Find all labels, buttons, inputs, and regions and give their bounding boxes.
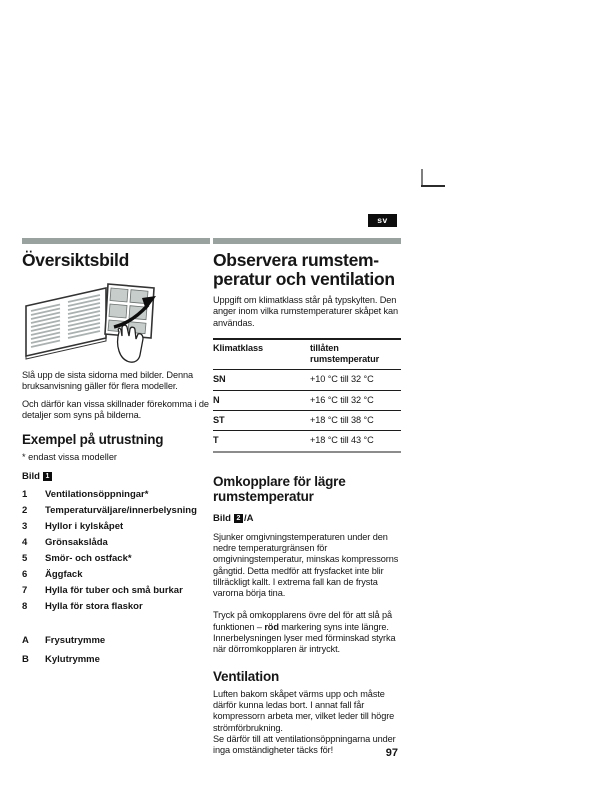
table-row <box>213 391 401 411</box>
table-row <box>213 370 401 390</box>
list-item: 7 Hylla för tuber och små burkar <box>22 585 183 597</box>
list-item: 5 Smör- och ostfack* <box>22 553 132 565</box>
ventilation-section-title: Ventilation <box>213 668 280 684</box>
legend-item: B Kylutrymme <box>22 653 100 665</box>
list-item: 4 Grönsakslåda <box>22 537 108 549</box>
compartment-legend <box>22 636 210 666</box>
language-badge: sv <box>368 214 397 227</box>
figure-number-badge: 2 <box>234 514 243 523</box>
section-divider-bar <box>213 238 401 244</box>
temperature-header: tillåten rumstemperatur <box>310 342 380 365</box>
table-row <box>213 411 401 431</box>
climate-intro-paragraph: Uppgift om klimatklass står på typskylten. Den anger inom vilka rumstemperaturer skåpet kan användas. <box>213 295 399 328</box>
list-item: 1 Ventilationsöppningar* <box>22 489 149 501</box>
climate-class-header: Klimatklass <box>213 342 263 353</box>
intro-paragraph-2: Och därför kan vissa skillnader förekomma i de detaljer som syns på bilderna. <box>22 398 209 420</box>
legend-item: A Frysutrymme <box>22 634 106 646</box>
list-item: 8 Hylla för stora flaskor <box>22 601 143 613</box>
temperature-cell: +18 °C till 43 °C <box>310 435 374 446</box>
left-column <box>22 238 210 674</box>
switch-paragraph-1: Sjunker omgivningstemperaturen under den nedre temperaturgränsen för omgivningstemperatur, minskas kompressorns gångtid. Detta medför att frysfacket inte blir tillräckligt kallt. I extrema fall kan de frysta varorna börja tina. <box>213 531 399 599</box>
list-item: 2 Temperaturväljare/innerbelysning <box>22 505 197 517</box>
corner-registration-mark-horizontal <box>421 185 445 187</box>
intro-paragraph-1: Slå upp de sista sidorna med bilder. Denna bruksanvisning gäller för flera modeller. <box>22 370 193 392</box>
table-header-row <box>213 340 401 371</box>
switch-section-title: Omkopplare för lägre rumstemperatur <box>213 473 346 504</box>
figure-suffix: /A <box>243 512 254 524</box>
switch-paragraph-2: Tryck på omkopplarens övre del för att slå på funktionen – röd markering syns inte längre. Innerbelysningen lyser med förminskad styrka när dörromkopplaren är intryckt. <box>213 610 396 655</box>
figure-number-badge: 1 <box>43 472 52 481</box>
page-title: Översiktsbild <box>22 250 129 270</box>
section-title-temperature: Observera rumstem- peratur och ventilation <box>213 250 395 289</box>
section-divider-bar <box>22 238 210 244</box>
red-marking-emphasis: röd <box>264 621 279 632</box>
equipment-note: * endast vissa modeller <box>22 452 117 463</box>
manual-foldout-illustration <box>22 280 172 366</box>
climate-class-cell: ST <box>213 415 225 426</box>
ventilation-paragraph: Luften bakom skåpet värms upp och måste därför kunna ledas bort. I annat fall får kompressorn arbeta mer, vilket leder till högre strömförbrukning. Se därför till att ventilationsöppningarna under inga omständigheter täcks för! <box>213 688 396 756</box>
figure-reference-1 <box>22 471 210 482</box>
temperature-cell: +10 °C till 32 °C <box>310 374 374 385</box>
temperature-cell: +18 °C till 38 °C <box>310 415 374 426</box>
temperature-cell: +16 °C till 32 °C <box>310 394 374 405</box>
figure-reference-2 <box>213 513 401 524</box>
climate-class-cell: SN <box>213 374 226 385</box>
booklet-spread <box>26 288 106 359</box>
list-item: 3 Hyllor i kylskåpet <box>22 521 124 533</box>
page-number: 97 <box>385 747 398 759</box>
climate-class-cell: N <box>213 394 220 405</box>
table-row <box>213 431 401 450</box>
climate-class-cell: T <box>213 435 219 446</box>
figure-label: Bild <box>22 471 40 483</box>
equipment-list <box>22 490 210 613</box>
equipment-section-title: Exempel på utrustning <box>22 432 164 448</box>
climate-class-table <box>213 338 401 453</box>
figure-label: Bild <box>213 512 231 524</box>
list-item: 6 Äggfack <box>22 569 83 581</box>
right-column <box>213 238 401 756</box>
